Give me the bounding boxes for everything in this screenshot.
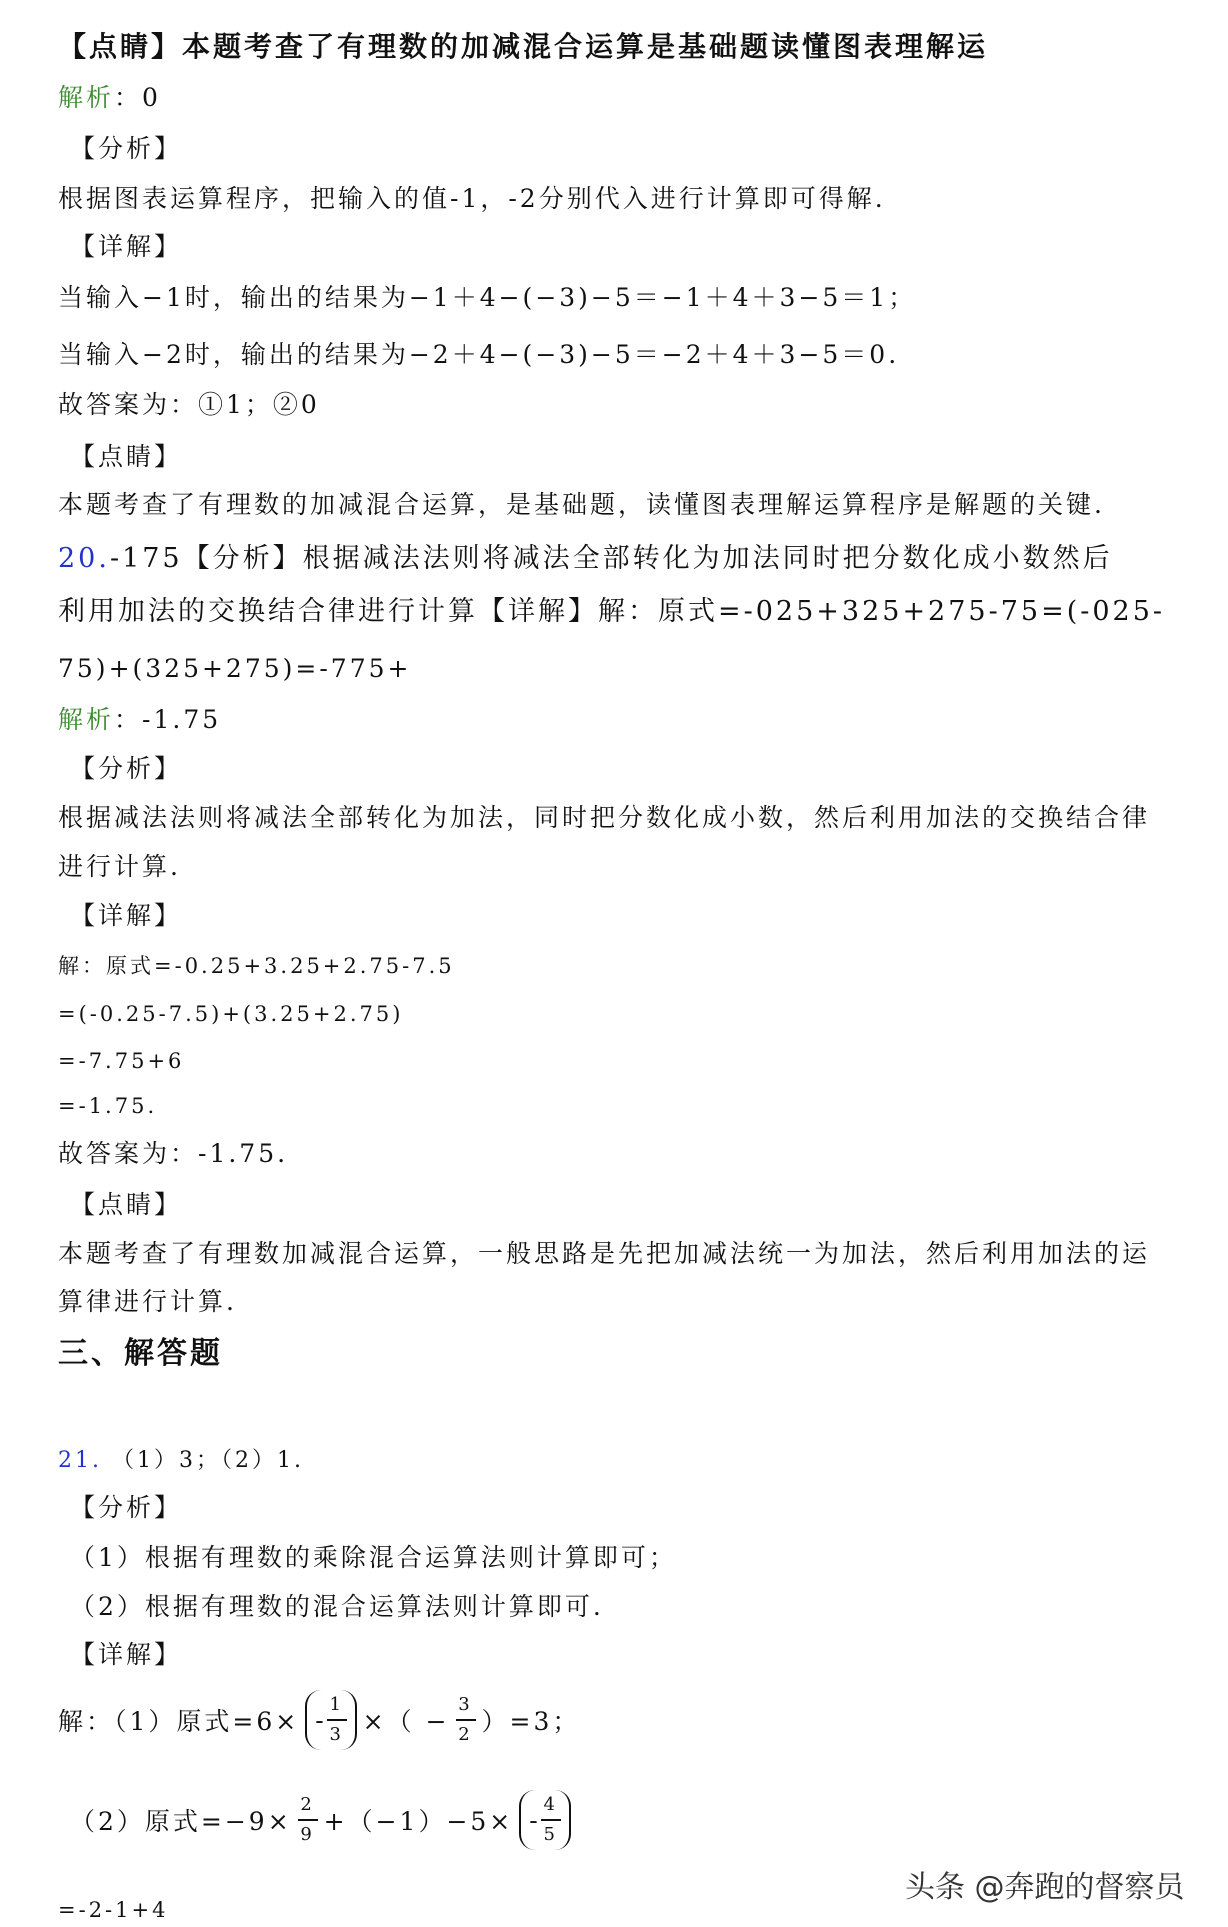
q20-analysis-line: 根据减法法则将减法全部转化为加法，同时把分数化成小数，然后利用加法的交换结合律 — [58, 803, 1151, 832]
q19-detail-line: 当输入−2时，输出的结果为−2＋4−(−3)−5＝−2＋4＋3−5＝0. — [58, 340, 900, 369]
q21-step1 — [58, 1690, 580, 1750]
q21-detail-head: 【详解】 — [70, 1640, 183, 1669]
q20-detail-line: =-7.75+6 — [58, 1049, 185, 1073]
watermark: 头条 @奔跑的督察员 — [905, 1870, 1185, 1905]
fraction — [541, 1794, 561, 1846]
q20-comment-head: 【点睛】 — [70, 1190, 183, 1219]
q21-answer-line — [58, 1444, 304, 1478]
step-text: 解：（1）原式=6× — [58, 1707, 300, 1736]
q19-detail-head: 【详解】 — [70, 232, 183, 261]
denominator: 2 — [458, 1724, 473, 1745]
step-text: ×（ − — [362, 1707, 450, 1736]
q20-detail-line: =(-0.25-7.5)+(3.25+2.75) — [58, 1002, 404, 1026]
numerator: 2 — [300, 1794, 315, 1815]
numerator: 1 — [329, 1694, 344, 1715]
q20-summary-line: 利用加法的交换结合律进行计算【详解】解：原式=-025+325+275-75=(-025- — [58, 596, 1166, 627]
q20-comment-line: 本题考查了有理数加减混合运算，一般思路是先把加减法统一为加法，然后利用加法的运 — [58, 1239, 1151, 1268]
step-text: +（−1）−5× — [323, 1807, 514, 1836]
fraction — [327, 1694, 347, 1746]
q19-answer: 故答案为：①1；②0 — [58, 390, 320, 419]
q20-summary-text: -175【分析】根据减法法则将减法全部转化为加法同时把分数化成小数然后 — [109, 543, 1113, 574]
q19-jiexi — [58, 81, 161, 115]
step-text: ）=3； — [481, 1707, 581, 1736]
question-number: 20. — [58, 543, 110, 574]
question-number: 21. — [58, 1448, 102, 1473]
denominator: 9 — [300, 1824, 315, 1845]
paren-group — [305, 1690, 356, 1750]
sign: - — [315, 1705, 327, 1735]
jiexi-value: ：0 — [114, 83, 161, 112]
q21-analysis-head: 【分析】 — [70, 1493, 183, 1522]
q20-summary-line — [58, 542, 1113, 576]
q21-analysis-line: （1）根据有理数的乘除混合运算法则计算即可； — [70, 1543, 677, 1572]
numerator: 4 — [543, 1794, 558, 1815]
jiexi-value: ：-1.75 — [114, 705, 222, 734]
q20-detail-line: =-1.75. — [58, 1094, 158, 1118]
q21-step2 — [70, 1790, 571, 1850]
q20-summary-line: 75)+(325+275)=-775+ — [58, 654, 412, 683]
denominator: 3 — [329, 1724, 344, 1745]
q19-comment-line: 【点睛】本题考查了有理数的加减混合运算是基础题读懂图表理解运 — [58, 30, 989, 63]
sign: - — [529, 1805, 541, 1835]
q21-answer: （1）3；（2）1. — [112, 1448, 304, 1473]
q19-comment-text: 本题考查了有理数的加减混合运算，是基础题，读懂图表理解运算程序是解题的关键. — [58, 490, 1105, 519]
q20-comment-line: 算律进行计算. — [58, 1287, 237, 1316]
q20-analysis-head: 【分析】 — [70, 754, 183, 783]
section-title: 三、解答题 — [58, 1336, 223, 1371]
paren-group — [519, 1790, 570, 1850]
jiexi-label: 解析 — [58, 83, 115, 112]
denominator: 5 — [543, 1824, 558, 1845]
q19-comment-head: 【点睛】 — [70, 442, 183, 471]
q20-answer: 故答案为：-1.75. — [58, 1139, 289, 1168]
fraction — [298, 1794, 318, 1846]
q20-analysis-line: 进行计算. — [58, 852, 181, 881]
q21-analysis-line: （2）根据有理数的混合运算法则计算即可. — [70, 1592, 604, 1621]
q20-jiexi — [58, 703, 221, 737]
q20-detail-line: 解：原式=-0.25+3.25+2.75-7.5 — [58, 954, 455, 978]
q21-last-line: =-2-1+4 — [58, 1898, 169, 1922]
numerator: 3 — [458, 1694, 473, 1715]
fraction — [456, 1694, 476, 1746]
q20-detail-head: 【详解】 — [70, 901, 183, 930]
q19-analysis-head: 【分析】 — [70, 134, 183, 163]
jiexi-label: 解析 — [58, 705, 115, 734]
q19-detail-line: 当输入−1时，输出的结果为−1＋4−(−3)−5＝−1＋4＋3−5＝1； — [58, 283, 917, 312]
step-text: （2）原式=−9× — [70, 1807, 292, 1836]
q19-analysis-text: 根据图表运算程序，把输入的值-1，-2分别代入进行计算即可得解. — [58, 184, 886, 213]
